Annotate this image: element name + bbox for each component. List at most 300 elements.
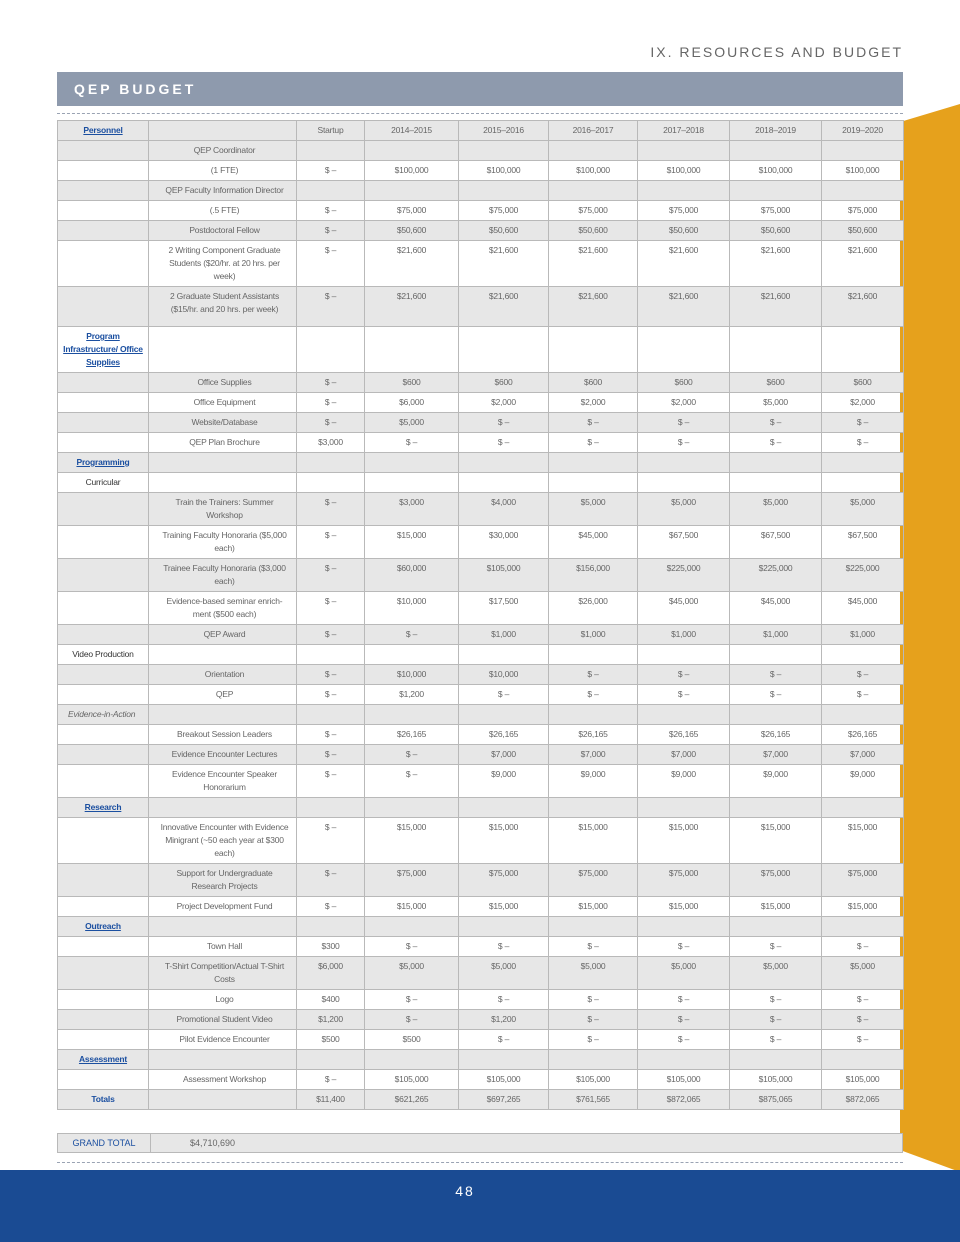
value-cell: $ – (822, 665, 904, 685)
item-label: Train the Trainers: Summer Workshop (149, 493, 297, 526)
value-cell: $5,000 (638, 493, 730, 526)
value-cell: $50,600 (822, 221, 904, 241)
item-label: Evidence Encounter Speaker Honorarium (149, 765, 297, 798)
category-cell (58, 1070, 149, 1090)
category-cell (58, 201, 149, 221)
value-cell: $105,000 (822, 1070, 904, 1090)
value-cell: $ – (297, 526, 365, 559)
value-cell: $75,000 (638, 864, 730, 897)
table-row (58, 745, 904, 765)
value-cell: $67,500 (638, 526, 730, 559)
value-cell: $100,000 (549, 161, 638, 181)
value-cell (549, 453, 638, 473)
category-cell (58, 181, 149, 201)
value-cell (365, 453, 459, 473)
value-cell: $ – (297, 559, 365, 592)
value-cell: $1,200 (459, 1010, 549, 1030)
value-cell: $600 (459, 373, 549, 393)
value-cell: $ – (549, 665, 638, 685)
value-cell: $ – (822, 937, 904, 957)
value-cell: $50,600 (730, 221, 822, 241)
value-cell: $ – (459, 685, 549, 705)
value-cell: $75,000 (822, 201, 904, 221)
item-label: Support for Undergraduate Research Projects (149, 864, 297, 897)
value-cell: $225,000 (638, 559, 730, 592)
value-cell: $ – (297, 592, 365, 625)
value-cell (459, 181, 549, 201)
value-cell: $50,600 (459, 221, 549, 241)
category-label: Assessment (58, 1050, 149, 1070)
value-cell: $2,000 (549, 393, 638, 413)
value-cell: $60,000 (365, 559, 459, 592)
value-cell: $ – (297, 765, 365, 798)
value-cell: $ – (730, 1030, 822, 1050)
value-cell: $ – (365, 1010, 459, 1030)
grand-total-row (57, 1133, 903, 1153)
value-cell: $105,000 (638, 1070, 730, 1090)
value-cell: $ – (549, 1030, 638, 1050)
value-cell: $4,000 (459, 493, 549, 526)
value-cell: $21,600 (459, 287, 549, 327)
totals-row (58, 1090, 904, 1110)
item-label: QEP Faculty Information Director (149, 181, 297, 201)
value-cell: $5,000 (730, 493, 822, 526)
value-cell (459, 798, 549, 818)
value-cell (297, 327, 365, 373)
item-label: Town Hall (149, 937, 297, 957)
category-cell (58, 221, 149, 241)
value-cell: $50,600 (638, 221, 730, 241)
item-cell (149, 917, 297, 937)
divider-bottom (57, 1162, 903, 1163)
table-row (58, 559, 904, 592)
value-cell: $3,000 (297, 433, 365, 453)
category-cell (58, 493, 149, 526)
value-cell: $ – (730, 433, 822, 453)
category-cell (58, 559, 149, 592)
value-cell: $15,000 (365, 897, 459, 917)
value-cell: $30,000 (459, 526, 549, 559)
category-cell (58, 526, 149, 559)
value-cell: $ – (297, 1070, 365, 1090)
total-cell: $761,565 (549, 1090, 638, 1110)
value-cell: $7,000 (730, 745, 822, 765)
category-cell (58, 897, 149, 917)
page-number: 48 (455, 1183, 475, 1199)
value-cell (822, 327, 904, 373)
value-cell: $26,165 (822, 725, 904, 745)
value-cell: $600 (638, 373, 730, 393)
value-cell (297, 1050, 365, 1070)
value-cell: $21,600 (822, 287, 904, 327)
total-cell: $872,065 (822, 1090, 904, 1110)
value-cell: $21,600 (638, 241, 730, 287)
value-cell: $105,000 (730, 1070, 822, 1090)
value-cell: $ – (297, 725, 365, 745)
column-header: 2017–2018 (638, 121, 730, 141)
value-cell: $5,000 (549, 493, 638, 526)
value-cell: $ – (297, 625, 365, 645)
table-row (58, 1050, 904, 1070)
category-cell (58, 765, 149, 798)
value-cell (365, 645, 459, 665)
item-label: QEP Plan Brochure (149, 433, 297, 453)
value-cell (549, 327, 638, 373)
value-cell: $100,000 (365, 161, 459, 181)
value-cell: $ – (638, 1030, 730, 1050)
value-cell: $75,000 (730, 201, 822, 221)
value-cell: $9,000 (730, 765, 822, 798)
value-cell: $ – (365, 937, 459, 957)
value-cell: $2,000 (638, 393, 730, 413)
value-cell: $7,000 (459, 745, 549, 765)
value-cell (730, 453, 822, 473)
footer-bar (0, 1170, 960, 1242)
value-cell: $ – (549, 433, 638, 453)
value-cell: $26,165 (730, 725, 822, 745)
table-row (58, 705, 904, 725)
category-label: Curricular (58, 473, 149, 493)
value-cell: $15,000 (459, 897, 549, 917)
value-cell (297, 453, 365, 473)
value-cell: $ – (297, 413, 365, 433)
value-cell: $ – (638, 1010, 730, 1030)
value-cell (459, 473, 549, 493)
value-cell: $ – (297, 201, 365, 221)
table-row (58, 473, 904, 493)
table-row (58, 685, 904, 705)
value-cell: $75,000 (365, 864, 459, 897)
item-cell (149, 327, 297, 373)
column-header (149, 121, 297, 141)
value-cell: $26,165 (459, 725, 549, 745)
value-cell: $156,000 (549, 559, 638, 592)
value-cell: $15,000 (365, 526, 459, 559)
category-cell (58, 592, 149, 625)
category-cell (58, 745, 149, 765)
value-cell: $600 (549, 373, 638, 393)
value-cell (365, 141, 459, 161)
value-cell (365, 327, 459, 373)
value-cell: $5,000 (459, 957, 549, 990)
category-cell (58, 625, 149, 645)
table-row (58, 241, 904, 287)
total-cell: $697,265 (459, 1090, 549, 1110)
column-header: 2016–2017 (549, 121, 638, 141)
category-cell (58, 161, 149, 181)
value-cell: $1,000 (459, 625, 549, 645)
value-cell: $15,000 (549, 897, 638, 917)
category-cell (58, 864, 149, 897)
value-cell: $ – (822, 1030, 904, 1050)
value-cell (459, 141, 549, 161)
value-cell: $ – (730, 937, 822, 957)
value-cell: $26,165 (365, 725, 459, 745)
value-cell: $ – (730, 685, 822, 705)
value-cell: $21,600 (549, 241, 638, 287)
item-label: Breakout Session Leaders (149, 725, 297, 745)
value-cell: $1,200 (365, 685, 459, 705)
item-label: (1 FTE) (149, 161, 297, 181)
value-cell: $15,000 (638, 897, 730, 917)
value-cell (549, 917, 638, 937)
total-cell: $621,265 (365, 1090, 459, 1110)
item-label: (.5 FTE) (149, 201, 297, 221)
value-cell: $6,000 (365, 393, 459, 413)
value-cell: $2,000 (459, 393, 549, 413)
item-cell (149, 705, 297, 725)
value-cell (638, 705, 730, 725)
value-cell (822, 181, 904, 201)
value-cell (638, 917, 730, 937)
value-cell: $ – (730, 413, 822, 433)
table-row (58, 937, 904, 957)
value-cell (822, 917, 904, 937)
value-cell: $ – (822, 1010, 904, 1030)
item-label: Innovative Encounter with Evidence Minigrant (~50 each year at $300 each) (149, 818, 297, 864)
value-cell: $ – (297, 241, 365, 287)
value-cell: $ – (297, 665, 365, 685)
grand-total-label: GRAND TOTAL (58, 1134, 151, 1152)
value-cell: $ – (822, 685, 904, 705)
value-cell: $7,000 (549, 745, 638, 765)
value-cell: $ – (459, 990, 549, 1010)
table-row (58, 433, 904, 453)
value-cell (365, 473, 459, 493)
value-cell (459, 327, 549, 373)
value-cell: $105,000 (365, 1070, 459, 1090)
value-cell: $9,000 (549, 765, 638, 798)
value-cell (549, 1050, 638, 1070)
value-cell (549, 645, 638, 665)
category-cell (58, 141, 149, 161)
value-cell: $5,000 (822, 957, 904, 990)
value-cell (459, 705, 549, 725)
item-label: Pilot Evidence Encounter (149, 1030, 297, 1050)
item-label: Website/Database (149, 413, 297, 433)
value-cell: $3,000 (365, 493, 459, 526)
column-header: 2019–2020 (822, 121, 904, 141)
category-cell (58, 818, 149, 864)
value-cell: $ – (297, 745, 365, 765)
value-cell: $500 (365, 1030, 459, 1050)
column-header: 2014–2015 (365, 121, 459, 141)
value-cell: $15,000 (549, 818, 638, 864)
value-cell: $7,000 (638, 745, 730, 765)
table-row (58, 1010, 904, 1030)
value-cell: $ – (549, 937, 638, 957)
value-cell (365, 798, 459, 818)
item-label: Office Equipment (149, 393, 297, 413)
item-label: Promotional Student Video (149, 1010, 297, 1030)
table-row (58, 645, 904, 665)
value-cell: $100,000 (730, 161, 822, 181)
value-cell: $45,000 (730, 592, 822, 625)
category-cell (58, 725, 149, 745)
category-cell (58, 373, 149, 393)
value-cell: $15,000 (638, 818, 730, 864)
table-row (58, 526, 904, 559)
value-cell: $15,000 (730, 897, 822, 917)
value-cell (297, 705, 365, 725)
value-cell: $105,000 (459, 1070, 549, 1090)
value-cell: $5,000 (638, 957, 730, 990)
table-row (58, 1070, 904, 1090)
value-cell: $75,000 (459, 201, 549, 221)
value-cell: $ – (730, 1010, 822, 1030)
value-cell (365, 705, 459, 725)
value-cell: $75,000 (549, 201, 638, 221)
value-cell: $67,500 (730, 526, 822, 559)
value-cell (822, 645, 904, 665)
item-label: Office Supplies (149, 373, 297, 393)
value-cell (638, 141, 730, 161)
divider-top (57, 113, 903, 114)
value-cell: $ – (822, 413, 904, 433)
table-row (58, 625, 904, 645)
page-title: QEP BUDGET (74, 81, 197, 97)
value-cell (459, 1050, 549, 1070)
column-header: Startup (297, 121, 365, 141)
value-cell: $21,600 (638, 287, 730, 327)
value-cell: $ – (297, 493, 365, 526)
section-header: IX. RESOURCES AND BUDGET (650, 44, 903, 60)
value-cell (730, 917, 822, 937)
table-row (58, 864, 904, 897)
value-cell: $600 (730, 373, 822, 393)
value-cell: $105,000 (459, 559, 549, 592)
value-cell: $ – (638, 937, 730, 957)
value-cell: $21,600 (549, 287, 638, 327)
category-cell (58, 433, 149, 453)
table-row (58, 493, 904, 526)
value-cell: $ – (638, 413, 730, 433)
value-cell: $9,000 (638, 765, 730, 798)
value-cell: $ – (730, 990, 822, 1010)
value-cell (730, 327, 822, 373)
item-cell (149, 1090, 297, 1110)
value-cell: $21,600 (365, 287, 459, 327)
item-label: Evidence Encounter Lectures (149, 745, 297, 765)
value-cell: $75,000 (638, 201, 730, 221)
value-cell (549, 473, 638, 493)
value-cell: $21,600 (730, 241, 822, 287)
item-label: Evidence-based seminar enrich-ment ($500 each) (149, 592, 297, 625)
table-row (58, 181, 904, 201)
value-cell: $ – (297, 373, 365, 393)
value-cell: $50,600 (549, 221, 638, 241)
value-cell: $17,500 (459, 592, 549, 625)
value-cell: $15,000 (822, 897, 904, 917)
value-cell: $100,000 (638, 161, 730, 181)
item-label: Trainee Faculty Honoraria ($3,000 each) (149, 559, 297, 592)
value-cell: $15,000 (365, 818, 459, 864)
table-header-row (58, 121, 904, 141)
total-cell: $11,400 (297, 1090, 365, 1110)
value-cell: $ – (459, 433, 549, 453)
category-cell (58, 665, 149, 685)
value-cell (730, 1050, 822, 1070)
value-cell: $10,000 (365, 592, 459, 625)
value-cell (730, 798, 822, 818)
value-cell (638, 473, 730, 493)
value-cell (638, 1050, 730, 1070)
value-cell: $ – (297, 818, 365, 864)
value-cell (459, 917, 549, 937)
value-cell (822, 705, 904, 725)
title-bar (57, 72, 903, 106)
value-cell: $21,600 (459, 241, 549, 287)
value-cell: $1,000 (730, 625, 822, 645)
value-cell (365, 181, 459, 201)
value-cell: $ – (365, 765, 459, 798)
value-cell: $26,000 (549, 592, 638, 625)
table-row (58, 161, 904, 181)
value-cell (638, 798, 730, 818)
item-cell (149, 1050, 297, 1070)
value-cell: $500 (297, 1030, 365, 1050)
table-row (58, 818, 904, 864)
category-cell (58, 685, 149, 705)
value-cell: $105,000 (549, 1070, 638, 1090)
accent-side-shape (900, 0, 960, 1242)
value-cell: $15,000 (459, 818, 549, 864)
value-cell: $ – (459, 1030, 549, 1050)
value-cell (549, 705, 638, 725)
value-cell: $ – (549, 1010, 638, 1030)
value-cell: $600 (365, 373, 459, 393)
value-cell (638, 453, 730, 473)
value-cell (365, 917, 459, 937)
value-cell: $10,000 (459, 665, 549, 685)
value-cell: $9,000 (459, 765, 549, 798)
value-cell: $6,000 (297, 957, 365, 990)
value-cell: $5,000 (365, 957, 459, 990)
table-row (58, 765, 904, 798)
value-cell: $45,000 (549, 526, 638, 559)
value-cell: $ – (638, 990, 730, 1010)
totals-label: Totals (58, 1090, 149, 1110)
value-cell: $5,000 (730, 957, 822, 990)
value-cell (297, 645, 365, 665)
table-row (58, 592, 904, 625)
item-cell (149, 473, 297, 493)
value-cell (459, 453, 549, 473)
value-cell: $ – (459, 413, 549, 433)
item-label: 2 Writing Component Graduate Students ($20/hr. at 20 hrs. per week) (149, 241, 297, 287)
item-label: Assessment Workshop (149, 1070, 297, 1090)
value-cell: $5,000 (730, 393, 822, 413)
value-cell: $ – (549, 685, 638, 705)
value-cell (730, 473, 822, 493)
category-cell (58, 937, 149, 957)
value-cell (822, 798, 904, 818)
category-cell (58, 1030, 149, 1050)
table-row (58, 327, 904, 373)
table-row (58, 725, 904, 745)
value-cell (822, 453, 904, 473)
table-row (58, 373, 904, 393)
value-cell: $75,000 (365, 201, 459, 221)
value-cell: $9,000 (822, 765, 904, 798)
item-label: Project Development Fund (149, 897, 297, 917)
table-row (58, 897, 904, 917)
value-cell: $21,600 (365, 241, 459, 287)
value-cell: $67,500 (822, 526, 904, 559)
category-cell (58, 241, 149, 287)
value-cell: $ – (459, 937, 549, 957)
value-cell: $300 (297, 937, 365, 957)
